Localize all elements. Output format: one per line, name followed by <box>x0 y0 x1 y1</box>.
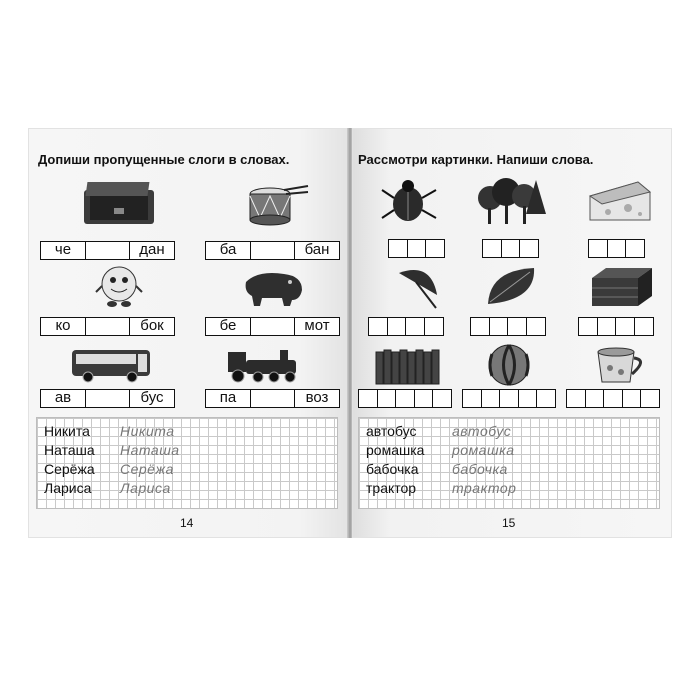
letter-boxes-5[interactable] <box>470 317 546 336</box>
letter-box[interactable] <box>566 389 586 408</box>
word-item: автобус <box>366 423 417 439</box>
letter-box[interactable] <box>368 317 388 336</box>
umbrella-icon <box>392 262 444 310</box>
names-list <box>44 422 95 498</box>
workbook-spread <box>28 128 672 538</box>
letter-box[interactable] <box>622 389 642 408</box>
answer-cell[interactable] <box>250 241 296 260</box>
letter-box[interactable] <box>507 317 527 336</box>
letter-box[interactable] <box>462 389 482 408</box>
syllable-cell: па <box>205 389 251 408</box>
name-copy-item: Никита <box>120 423 175 439</box>
letter-box[interactable] <box>603 389 623 408</box>
syllable-cell: че <box>40 241 86 260</box>
left-page <box>28 128 348 538</box>
letter-box[interactable] <box>377 389 397 408</box>
word-item: бабочка <box>366 461 419 477</box>
beetle-icon <box>380 176 438 224</box>
syllable-cell: бок <box>129 317 175 336</box>
fence-icon <box>374 346 440 386</box>
word-item: трактор <box>366 480 417 496</box>
letter-box[interactable] <box>432 389 452 408</box>
letter-boxes-9[interactable] <box>566 389 660 408</box>
letter-box[interactable] <box>425 239 445 258</box>
letter-box[interactable] <box>588 239 608 258</box>
word-copy-item: ромашка <box>452 442 515 458</box>
word-copy-item: автобус <box>452 423 512 439</box>
leaf-icon <box>484 264 540 308</box>
answer-cell[interactable] <box>250 317 296 336</box>
right-page-title: Рассмотри картинки. Напиши слова. <box>358 152 594 167</box>
letter-box[interactable] <box>395 389 415 408</box>
letter-box[interactable] <box>519 239 539 258</box>
locomotive-icon <box>224 348 306 384</box>
cup-icon <box>594 346 650 386</box>
letter-box[interactable] <box>585 389 605 408</box>
letter-box[interactable] <box>607 239 627 258</box>
syllable-row-2 <box>205 241 340 260</box>
answer-cell[interactable] <box>85 389 131 408</box>
names-copy-list <box>120 422 180 498</box>
letter-box[interactable] <box>387 317 407 336</box>
page-number: 15 <box>502 516 516 530</box>
syllable-cell: бус <box>129 389 175 408</box>
bus-icon <box>70 346 152 384</box>
name-item: Наташа <box>44 442 95 458</box>
letter-box[interactable] <box>414 389 434 408</box>
letter-box[interactable] <box>470 317 490 336</box>
letter-box[interactable] <box>518 389 538 408</box>
answer-cell[interactable] <box>85 241 131 260</box>
syllable-row-6 <box>205 389 340 408</box>
letter-boxes-1[interactable] <box>388 239 445 258</box>
answer-cell[interactable] <box>250 389 296 408</box>
syllable-cell: ко <box>40 317 86 336</box>
letter-box[interactable] <box>407 239 427 258</box>
letter-box[interactable] <box>625 239 645 258</box>
letter-box[interactable] <box>536 389 556 408</box>
hippo-icon <box>240 268 306 308</box>
letter-boxes-7[interactable] <box>358 389 452 408</box>
syllable-cell: ба <box>205 241 251 260</box>
name-item: Лариса <box>44 480 92 496</box>
letter-box[interactable] <box>489 317 509 336</box>
name-item: Серёжа <box>44 461 95 477</box>
syllable-cell: бе <box>205 317 251 336</box>
syllable-cell: воз <box>294 389 340 408</box>
letter-box[interactable] <box>482 239 502 258</box>
letter-box[interactable] <box>499 389 519 408</box>
answer-cell[interactable] <box>85 317 131 336</box>
page-number: 14 <box>180 516 194 530</box>
letter-boxes-6[interactable] <box>578 317 654 336</box>
syllable-cell: дан <box>129 241 175 260</box>
letter-box[interactable] <box>640 389 660 408</box>
syllable-row-3 <box>40 317 175 336</box>
right-page <box>352 128 672 538</box>
cheese-icon <box>588 180 652 224</box>
letter-box[interactable] <box>388 239 408 258</box>
forest-icon <box>476 174 546 226</box>
syllable-cell: мот <box>294 317 340 336</box>
name-copy-item: Наташа <box>120 442 180 458</box>
name-copy-item: Серёжа <box>120 461 174 477</box>
suitcase-icon <box>80 178 158 226</box>
words-copy-list <box>452 422 516 498</box>
syllable-row-5 <box>40 389 175 408</box>
left-page-title: Допиши пропущенные слоги в словах. <box>38 152 290 167</box>
letter-boxes-3[interactable] <box>588 239 645 258</box>
word-item: ромашка <box>366 442 425 458</box>
letter-box[interactable] <box>405 317 425 336</box>
syllable-cell: ав <box>40 389 86 408</box>
letter-box[interactable] <box>597 317 617 336</box>
letter-box[interactable] <box>578 317 598 336</box>
letter-box[interactable] <box>481 389 501 408</box>
letter-boxes-4[interactable] <box>368 317 444 336</box>
word-copy-item: трактор <box>452 480 517 496</box>
letter-box[interactable] <box>526 317 546 336</box>
watermelon-icon <box>484 342 534 388</box>
letter-box[interactable] <box>501 239 521 258</box>
words-list <box>366 422 424 498</box>
letter-box[interactable] <box>358 389 378 408</box>
box-icon <box>590 266 654 308</box>
letter-box[interactable] <box>634 317 654 336</box>
drum-icon <box>248 184 310 226</box>
syllable-cell: бан <box>294 241 340 260</box>
word-copy-item: бабочка <box>452 461 508 477</box>
letter-box[interactable] <box>424 317 444 336</box>
syllable-row-4 <box>205 317 340 336</box>
name-item: Никита <box>44 423 90 439</box>
syllable-row-1 <box>40 241 175 260</box>
name-copy-item: Лариса <box>120 480 171 496</box>
ball-character-icon <box>94 262 144 308</box>
letter-box[interactable] <box>615 317 635 336</box>
letter-boxes-8[interactable] <box>462 389 556 408</box>
letter-boxes-2[interactable] <box>482 239 539 258</box>
